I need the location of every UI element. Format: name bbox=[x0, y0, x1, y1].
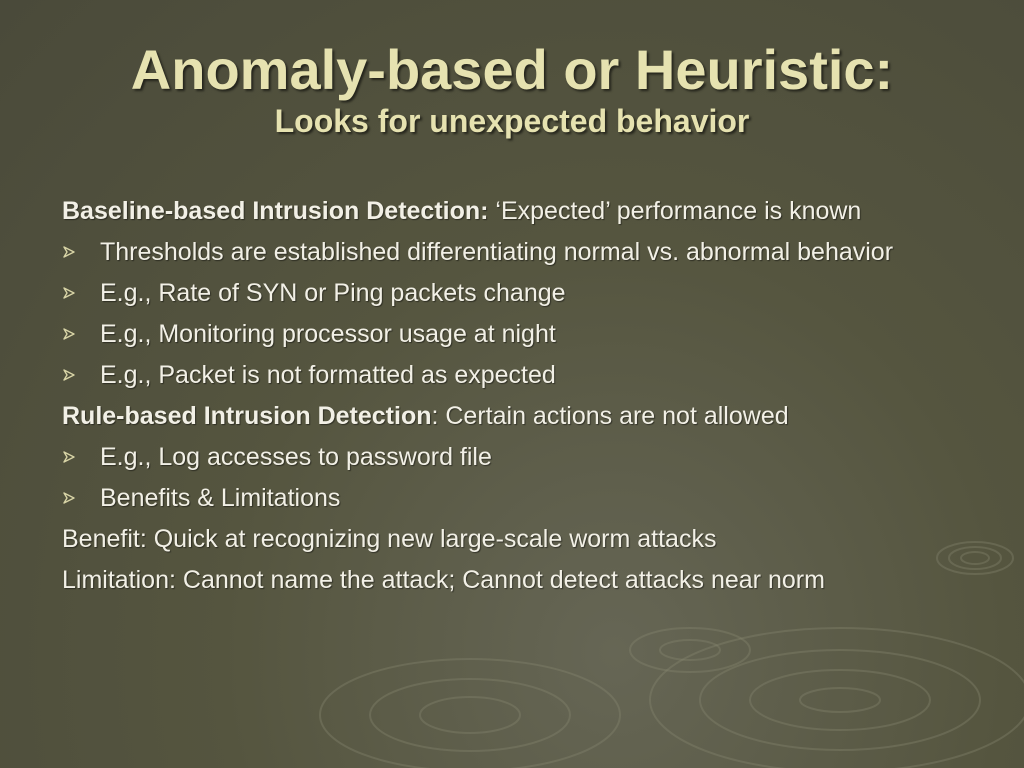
list-item-text: E.g., Log accesses to password file bbox=[100, 443, 492, 471]
baseline-paragraph bbox=[62, 194, 962, 228]
arrow-bullet-icon bbox=[63, 246, 75, 258]
list-item bbox=[62, 235, 962, 269]
arrow-bullet-icon bbox=[63, 328, 75, 340]
limitation-line: Limitation: Cannot name the attack; Cannot detect attacks near norm bbox=[62, 566, 825, 594]
list-item-text: Benefits & Limitations bbox=[100, 484, 341, 512]
rule-heading: Rule-based Intrusion Detection bbox=[62, 402, 432, 430]
list-item bbox=[62, 317, 962, 351]
rule-paragraph bbox=[62, 399, 962, 433]
benefit-line: Benefit: Quick at recognizing new large-scale worm attacks bbox=[62, 525, 717, 553]
slide-subtitle: Looks for unexpected behavior bbox=[274, 103, 750, 139]
title-block bbox=[0, 38, 1024, 140]
arrow-bullet-icon bbox=[63, 492, 75, 504]
list-item-text: E.g., Monitoring processor usage at night bbox=[100, 320, 556, 348]
list-item-text: E.g., Rate of SYN or Ping packets change bbox=[100, 279, 566, 307]
slide-body bbox=[62, 194, 962, 604]
list-item-text: E.g., Packet is not formatted as expected bbox=[100, 361, 556, 389]
list-item bbox=[62, 276, 962, 310]
list-item-text: Thresholds are established differentiating normal vs. abnormal behavior bbox=[100, 238, 894, 266]
list-item bbox=[62, 440, 962, 474]
arrow-bullet-icon bbox=[63, 287, 75, 299]
baseline-text: ‘Expected’ performance is known bbox=[488, 197, 862, 225]
list-item bbox=[62, 481, 962, 515]
rule-text: : Certain actions are not allowed bbox=[431, 402, 789, 430]
list-item bbox=[62, 358, 962, 392]
baseline-heading: Baseline-based Intrusion Detection: bbox=[62, 197, 489, 225]
slide-title: Anomaly-based or Heuristic: bbox=[130, 38, 894, 101]
arrow-bullet-icon bbox=[63, 369, 75, 381]
arrow-bullet-icon bbox=[63, 451, 75, 463]
